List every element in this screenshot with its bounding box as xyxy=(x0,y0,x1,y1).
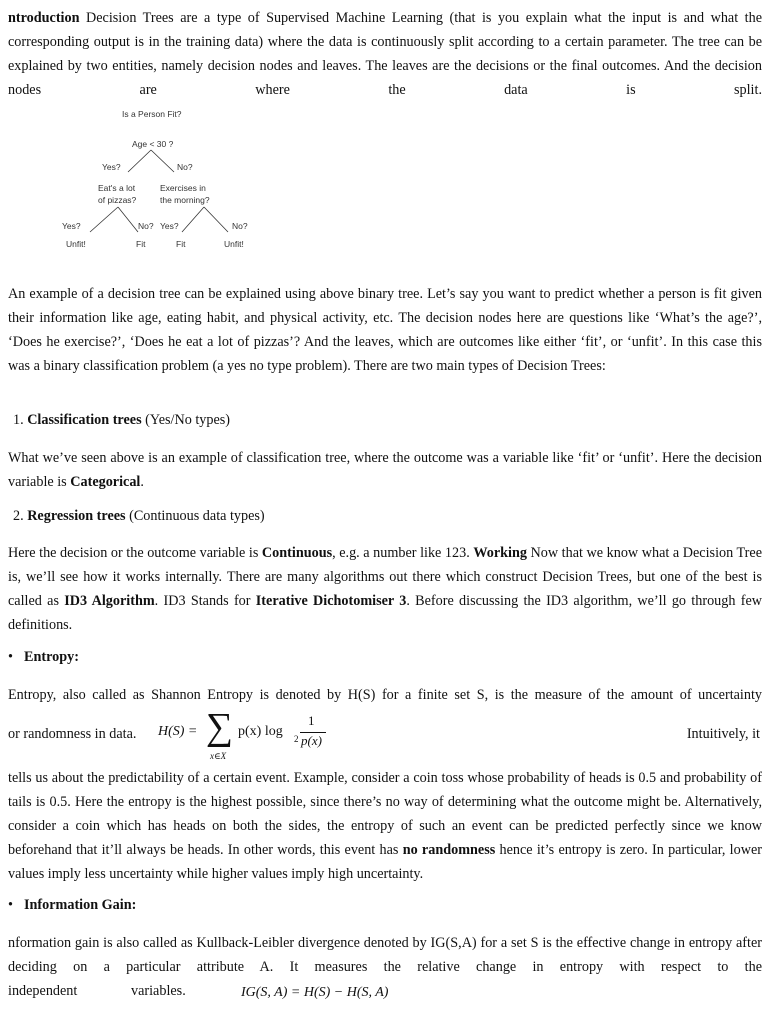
list-bold: Regression trees xyxy=(27,508,126,524)
diagram-leaf-unfit: Unfit! xyxy=(66,239,86,249)
regression-text: Now that we know what a Decision Tree is, we’ll see how it works internally. There are many algorithms out there which construct Decision Trees, but one of the best is called as xyxy=(8,545,762,609)
classification-end: . xyxy=(140,474,144,490)
entropy-line2-left: or randomness in data. xyxy=(8,726,137,742)
regression-bold: Working xyxy=(473,545,527,561)
ig-paragraph: nformation gain is also called as Kullback-Leibler divergence denoted by IG(S,A) for a set S is the effective change in entropy after deciding on a particular attribute A. It measures the relative change in entropy with respect to the xyxy=(8,935,762,975)
diagram-left-node-line2: of pizzas? xyxy=(98,195,137,205)
diagram-rr-yes: Yes? xyxy=(160,221,179,231)
classification-bold: Categorical xyxy=(70,474,141,490)
list-rest: (Yes/No types) xyxy=(141,412,231,428)
list-item-regression xyxy=(13,504,265,528)
ig-heading: Information Gain: xyxy=(24,897,137,913)
ig-formula: IG(S, A) = H(S) − H(S, A) xyxy=(241,985,389,1000)
diagram-left-node-line1: Eat's a lot xyxy=(98,183,136,193)
diagram-edge xyxy=(90,207,118,232)
intro-paragraph xyxy=(8,6,762,102)
list-number: 1. xyxy=(13,412,24,428)
ig-last-mid: variables. xyxy=(131,983,186,999)
entropy-text: hence it’s entropy is zero. In particular, lower values imply less uncertainty while higher values imply high uncertainty. xyxy=(8,842,762,882)
regression-bold: ID3 Algorithm xyxy=(64,593,155,609)
regression-paragraph xyxy=(8,541,762,637)
diagram-title: Is a Person Fit? xyxy=(122,109,182,119)
list-item-classification xyxy=(13,408,230,432)
entropy-line1: Entropy, also called as Shannon Entropy is denoted by H(S) for a finite set S, is the measure of the amount of uncertainty xyxy=(8,687,762,703)
example-paragraph: An example of a decision tree can be explained using above binary tree. Let’s say you want to predict whether a person is fit given their information like age, eating habit, and physical activity, etc. The decision nodes here are questions like ‘What’s the age?’, ‘Does he exercise?’, ‘Does he eat a lot of pizzas’? And the leaves, which are outcomes like either ‘fit’, or ‘unfit’. In this case this was a binary classification problem (a yes no type problem). There are two main types of Decision Trees: xyxy=(8,286,762,374)
entropy-bold: no randomness xyxy=(402,842,496,858)
diagram-root-no: No? xyxy=(177,162,193,172)
decision-tree-diagram xyxy=(56,106,266,256)
formula-base: 2 xyxy=(294,734,299,744)
formula-term: p(x) log xyxy=(238,724,283,739)
diagram-leaf-unfit: Unfit! xyxy=(224,239,244,249)
formula-sub: x∈X xyxy=(210,751,227,761)
regression-text: . Before discussing the ID3 algorithm, we’ll go through few definitions. xyxy=(8,593,762,633)
diagram-edge xyxy=(182,207,204,232)
entropy-formula xyxy=(158,707,338,767)
regression-text: , e.g. a number like 123. xyxy=(332,545,474,561)
diagram-root-yes: Yes? xyxy=(102,162,121,172)
formula-lhs: H(S) = xyxy=(158,724,198,739)
formula-num: 1 xyxy=(308,713,315,728)
regression-text: Here the decision or the outcome variable is xyxy=(8,545,262,561)
regression-bold: Continuous xyxy=(261,545,333,561)
diagram-ll-no: No? xyxy=(138,221,154,231)
diagram-ll-yes: Yes? xyxy=(62,221,81,231)
list-rest: (Continuous data types) xyxy=(125,508,265,524)
bullet-dot-icon: • xyxy=(8,649,13,665)
entropy-text: tells us about the predictability of a certain event. Example, consider a coin toss whose probability of heads is 0.5 and probability of tails is 0.5. Here the entropy is the highest possible, since there’s no way of determining what the outcome might be. Alternatively, consider a coin which has heads on both the sides, the entropy of such an event can be predicted perfectly since we know beforehand that it’ll always be heads. In other words, this event has xyxy=(8,770,762,858)
diagram-edge xyxy=(118,207,138,232)
bullet-information-gain xyxy=(8,893,136,917)
bullet-entropy xyxy=(8,645,79,669)
classification-text: What we’ve seen above is an example of classification tree, where the outcome was a variable like ‘fit’ or ‘unfit’. Here the decision variable is xyxy=(8,450,762,490)
diagram-edge xyxy=(204,207,228,232)
entropy-paragraph xyxy=(8,766,762,886)
diagram-edge xyxy=(128,150,151,172)
entropy-heading: Entropy: xyxy=(24,649,79,665)
diagram-edge xyxy=(151,150,174,172)
diagram-root: Age < 30 ? xyxy=(132,139,174,149)
list-number: 2. xyxy=(13,508,24,524)
entropy-line2-right: Intuitively, it xyxy=(686,726,760,742)
formula-sum-icon: ∑ xyxy=(206,706,234,748)
list-bold: Classification trees xyxy=(27,412,142,428)
regression-text: . ID3 Stands for xyxy=(154,593,256,609)
bullet-dot-icon: • xyxy=(8,897,13,913)
diagram-leaf-fit: Fit xyxy=(136,239,146,249)
formula-den: p(x) xyxy=(301,733,322,748)
diagram-rr-no: No? xyxy=(232,221,248,231)
intro-lead: ntroduction xyxy=(8,10,80,26)
diagram-leaf-fit: Fit xyxy=(176,239,186,249)
diagram-right-node-line2: the morning? xyxy=(160,195,210,205)
diagram-right-node-line1: Exercises in xyxy=(160,183,206,193)
intro-text: Decision Trees are a type of Supervised Machine Learning (that is you explain what the input is and what the corresponding output is in the training data) where the data is continuously split according to a certain parameter. The tree can be explained by two entities, namely decision nodes and leaves. The leaves are the decisions or the final outcomes. And the decision nodes are where the data is split. xyxy=(8,10,762,98)
regression-bold: Iterative Dichotomiser 3 xyxy=(255,593,407,609)
classification-paragraph xyxy=(8,446,762,494)
ig-last-left: independent xyxy=(8,983,78,999)
